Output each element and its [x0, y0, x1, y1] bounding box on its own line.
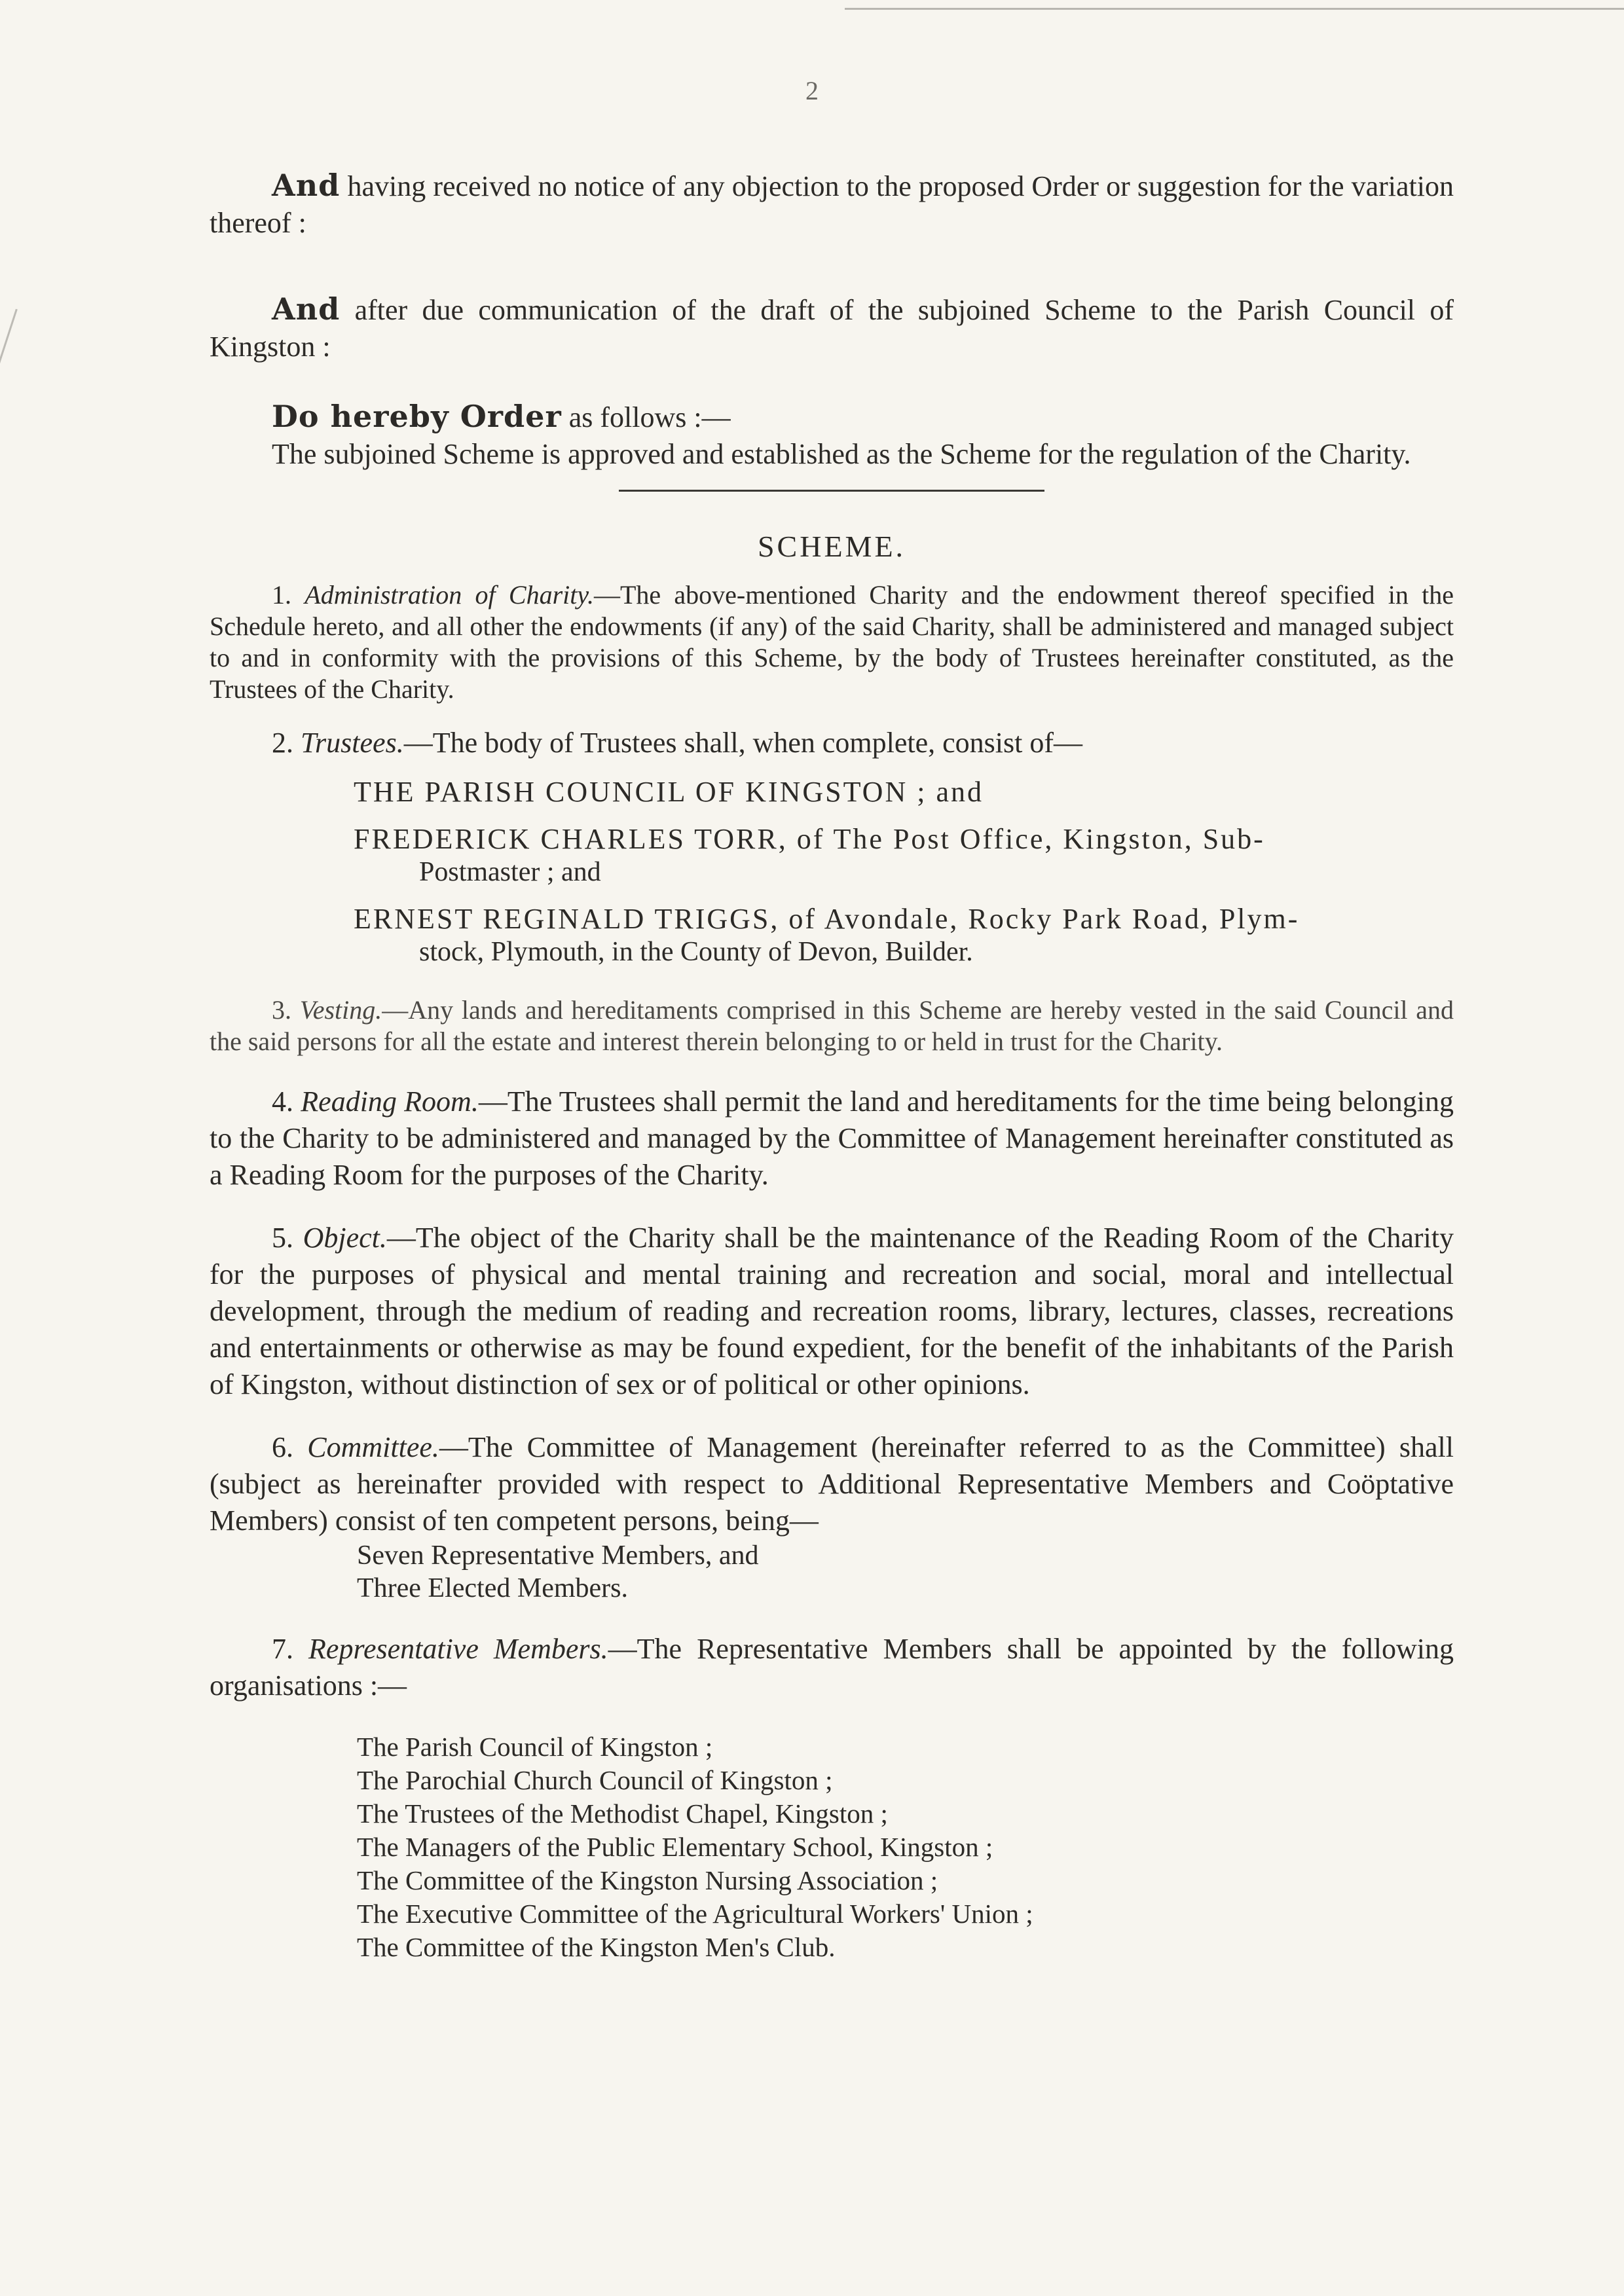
organisation-2: The Parochial Church Council of Kingston ; — [357, 1765, 833, 1795]
clause-4-title: Reading Room. — [301, 1085, 479, 1118]
organisation-7: The Committee of the Kingston Men's Club. — [357, 1932, 836, 1962]
preamble-paragraph-1 — [210, 167, 1454, 242]
organisation-3: The Trustees of the Methodist Chapel, Kingston ; — [357, 1798, 888, 1829]
organisation-1: The Parish Council of Kingston ; — [357, 1732, 713, 1762]
clause-7-number: 7. — [272, 1633, 293, 1665]
preamble-text-2: after due communication of the draft of the subjoined Scheme to the Parish Council of Kingston : — [210, 294, 1454, 363]
trustee-3-cont: stock, Plymouth, in the County of Devon, Builder. — [419, 937, 973, 967]
margin-mark — [0, 309, 18, 366]
preamble-lead-2: And — [272, 291, 341, 327]
preamble-text-1: having received no notice of any objection to the proposed Order or suggestion for the variation thereof : — [210, 170, 1454, 239]
preamble-lead-1: And — [272, 168, 341, 203]
trustee-3-line: ERNEST REGINALD TRIGGS, of Avondale, Rocky Park Road, Plym- — [354, 903, 1300, 935]
clause-4-text: —The Trustees shall permit the land and hereditaments for the time being belonging to the Charity to be administered and managed by the Committee of Management hereinafter constituted as a Reading Room for the purposes of the Charity. — [210, 1085, 1454, 1191]
clause-5-title: Object. — [303, 1222, 387, 1254]
clause-4-number: 4. — [272, 1085, 293, 1118]
clause-6 — [210, 1429, 1454, 1539]
trustee-1 — [210, 776, 1454, 809]
clause-1 — [210, 579, 1454, 705]
committee-member-2: Three Elected Members. — [357, 1573, 628, 1603]
trustee-2-line: FREDERICK CHARLES TORR, of The Post Office, Kingston, Sub- — [354, 823, 1265, 855]
page-number: 2 — [805, 76, 819, 105]
clause-5-number: 5. — [272, 1222, 293, 1254]
clause-3-title: Vesting. — [299, 995, 382, 1025]
committee-member-1: Seven Representative Members, and — [357, 1540, 759, 1571]
preamble-paragraph-2 — [210, 291, 1454, 365]
clause-6-text: —The Committee of Management (hereinafter referred to as the Committee) shall (subject as hereinafter provided with respect to Additional Representative Members and Coöptative Members) consist of ten competent persons, being— — [210, 1431, 1454, 1537]
clause-7-text: —The Representative Members shall be appointed by the following organisations :— — [210, 1633, 1454, 1702]
clause-1-text: —The above-mentioned Charity and the endowment thereof specified in the Schedule hereto, and all other the endowments (if any) of the said Charity, shall be administered and managed subject to and in conformity with the provisions of this Scheme, by the body of Trustees hereinafter constituted, as the Trustees of the Charity. — [210, 580, 1454, 704]
clause-2 — [210, 725, 1454, 761]
trustee-1-line: THE PARISH COUNCIL OF KINGSTON ; and — [354, 776, 984, 808]
order-heading — [210, 398, 1454, 436]
clause-5-text: —The object of the Charity shall be the maintenance of the Reading Room of the Charity for the purposes of physical and mental training and recreation and social, moral and intellectual development, through the medium of reading and recreation rooms, library, lectures, classes, recreations and entertainments or otherwise as may be found expedient, for the benefit of the inhabitants of the Parish of Kingston, without distinction of sex or of political or other opinions. — [210, 1222, 1454, 1400]
clause-5 — [210, 1220, 1454, 1403]
clause-2-text: —The body of Trustees shall, when complete, consist of— — [403, 727, 1083, 759]
clause-7 — [210, 1631, 1454, 1704]
organisation-4: The Managers of the Public Elementary School, Kingston ; — [357, 1832, 993, 1862]
trustee-3 — [210, 903, 1454, 936]
top-edge-rule — [845, 8, 1624, 10]
clause-3-number: 3. — [272, 995, 291, 1025]
organisation-list — [210, 1730, 1454, 1964]
organisation-6: The Executive Committee of the Agricultural Workers' Union ; — [357, 1899, 1033, 1929]
document-body — [210, 167, 1454, 1964]
organisation-5: The Committee of the Kingston Nursing Association ; — [357, 1865, 938, 1895]
clause-1-title: Administration of Charity. — [304, 580, 594, 610]
clause-2-number: 2. — [272, 727, 293, 759]
clause-6-title: Committee. — [307, 1431, 439, 1463]
clause-3 — [210, 994, 1454, 1057]
clause-6-number: 6. — [272, 1431, 293, 1463]
clause-1-number: 1. — [272, 580, 291, 610]
clause-4 — [210, 1084, 1454, 1194]
section-divider — [619, 490, 1044, 492]
order-text: The subjoined Scheme is approved and established as the Scheme for the regulation of the Charity. — [272, 438, 1411, 470]
clause-7-title: Representative Members. — [308, 1633, 608, 1665]
scheme-heading: SCHEME. — [757, 530, 906, 563]
trustee-2 — [210, 823, 1454, 856]
clause-3-text: —Any lands and hereditaments comprised in this Scheme are hereby vested in the said Council and the said persons for all the estate and interest therein belonging to or held in trust for the Charity. — [210, 995, 1454, 1056]
trustee-2-cont: Postmaster ; and — [419, 857, 601, 887]
order-lead: Do hereby Order — [272, 399, 562, 434]
clause-2-title: Trustees. — [301, 727, 404, 759]
order-suffix: as follows :— — [568, 401, 731, 433]
